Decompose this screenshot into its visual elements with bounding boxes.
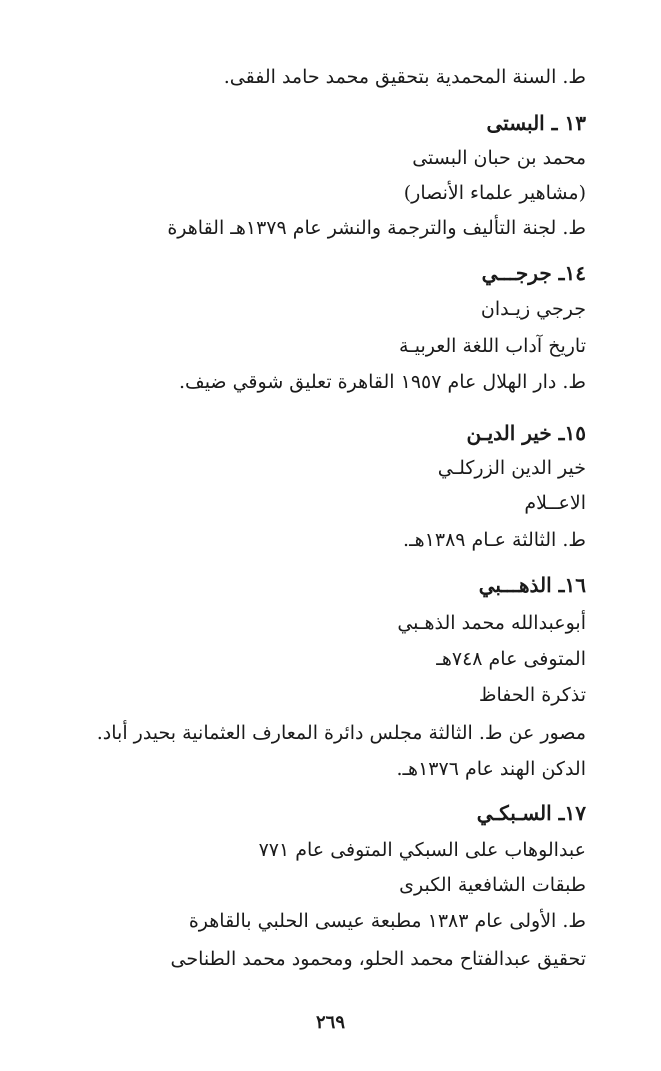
line-4: (مشاهير علماء الأنصار) — [403, 182, 586, 204]
line-12: الاعــلام — [524, 492, 586, 514]
line-19: الدكن الهند عام ١٣٧٦هـ. — [396, 758, 586, 780]
entry-heading-14: ١٤ـ جرجـــي — [481, 261, 586, 285]
line-21: عبدالوهاب على السبكي المتوفى عام ٧٧١ — [258, 839, 586, 861]
line-13: ط. الثالثة عـام ١٣٨٩هـ. — [403, 529, 586, 551]
line-3: محمد بن حبان البستى — [412, 147, 586, 169]
line-7: جرجي زيـدان — [480, 298, 586, 320]
line-5: ط. لجنة التأليف والترجمة والنشر عام ١٣٧٩هـ القاهرة — [167, 217, 586, 239]
line-11: خير الدين الزركلـي — [437, 457, 586, 479]
line-1: ط. السنة المحمدية بتحقيق محمد حامد الفقى. — [223, 66, 586, 88]
line-16: المتوفى عام ٧٤٨هـ — [436, 648, 586, 670]
entry-heading-16: ١٦ـ الذهـــبي — [478, 573, 586, 597]
line-22: طبقات الشافعية الكبرى — [399, 874, 586, 896]
line-24: تحقيق عبدالفتاح محمد الحلو، ومحمود محمد الطناحى — [170, 948, 586, 970]
entry-heading-13: ١٣ ـ البستى — [486, 111, 586, 135]
line-18: مصور عن ط. الثالثة مجلس دائرة المعارف العثمانية بحيدر أباد. — [96, 722, 586, 744]
line-9: ط. دار الهلال عام ١٩٥٧ القاهرة تعليق شوقي ضيف. — [178, 371, 586, 393]
entry-heading-17: ١٧ـ السـبكـي — [476, 801, 586, 825]
line-17: تذكرة الحفاظ — [478, 684, 586, 706]
line-23: ط. الأولى عام ١٣٨٣ مطبعة عيسى الحلبي بالقاهرة — [188, 910, 586, 932]
page-number: ٢٦٩ — [315, 1012, 345, 1033]
line-8: تاريخ آداب اللغة العربيـة — [398, 335, 586, 357]
entry-heading-15: ١٥ـ خير الديـن — [466, 421, 586, 445]
line-15: أبوعبدالله محمد الذهـبي — [397, 612, 586, 634]
